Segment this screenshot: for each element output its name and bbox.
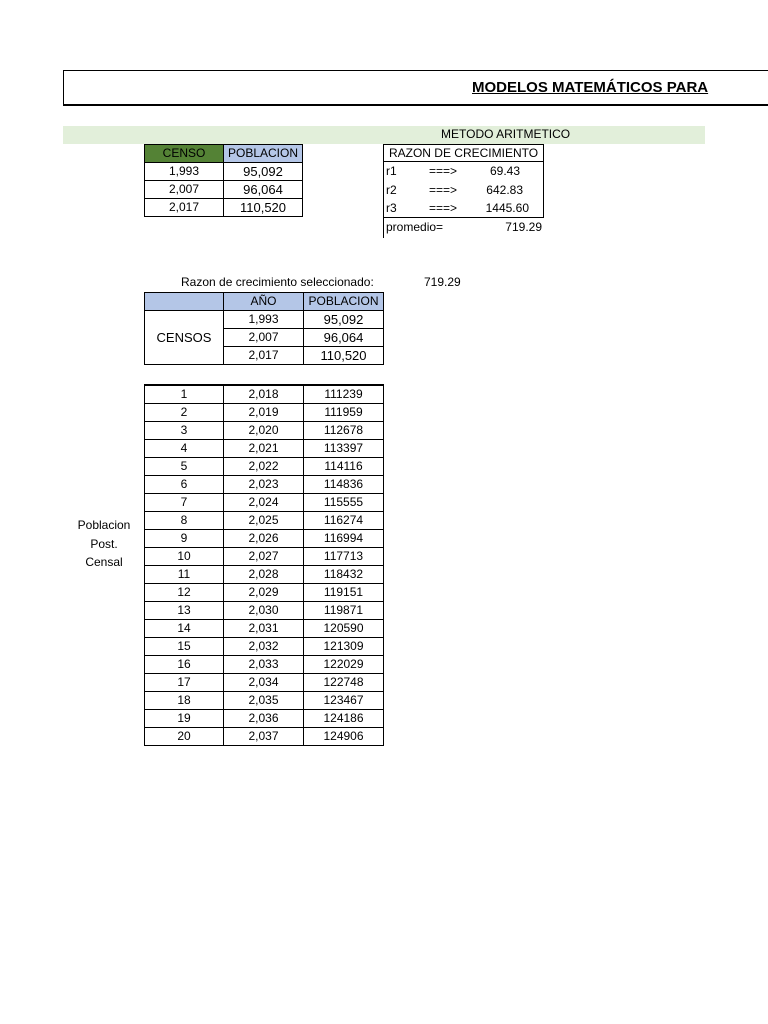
title-box <box>63 70 768 106</box>
post-censal-line: Post. <box>90 536 118 551</box>
rate-arrow: ===> <box>429 183 458 197</box>
projection-year: 2,022 <box>224 458 304 476</box>
censos-year: 2,017 <box>224 347 304 365</box>
table-row <box>145 385 384 404</box>
projection-index: 7 <box>145 494 224 512</box>
table-row <box>145 530 384 548</box>
projection-index: 16 <box>145 656 224 674</box>
projection-pop: 121309 <box>304 638 384 656</box>
post-censal-line: Poblacion <box>77 518 131 532</box>
projection-pop: 111239 <box>304 385 384 404</box>
projection-index: 8 <box>145 512 224 530</box>
projection-index: 3 <box>145 422 224 440</box>
census-header-pop: POBLACION <box>224 145 303 163</box>
selected-rate-value: 719.29 <box>424 275 461 289</box>
table-row <box>145 404 384 422</box>
table-row <box>145 181 303 199</box>
projection-pop: 123467 <box>304 692 384 710</box>
censos-pop: 96,064 <box>304 329 384 347</box>
projection-year: 2,023 <box>224 476 304 494</box>
table-row <box>145 163 303 181</box>
table-row <box>145 548 384 566</box>
projection-pop: 113397 <box>304 440 384 458</box>
census-pop: 95,092 <box>224 163 303 181</box>
page-title: MODELOS MATEMÁTICOS PARA <box>472 79 709 96</box>
censos-pop: 110,520 <box>304 347 384 365</box>
table-row <box>145 476 384 494</box>
census-header-year: CENSO <box>145 145 224 163</box>
avg-divider <box>383 218 384 238</box>
projection-year: 2,028 <box>224 566 304 584</box>
table-row <box>145 311 384 329</box>
projection-year: 2,019 <box>224 404 304 422</box>
projection-year: 2,027 <box>224 548 304 566</box>
table-row <box>145 656 384 674</box>
table-row <box>145 494 384 512</box>
census-year: 2,017 <box>145 199 224 217</box>
table-row <box>145 710 384 728</box>
projection-index: 20 <box>145 728 224 746</box>
censos-year: 2,007 <box>224 329 304 347</box>
projection-index: 12 <box>145 584 224 602</box>
average-value: 719.29 <box>505 220 542 234</box>
projection-year: 2,030 <box>224 602 304 620</box>
projection-pop: 122029 <box>304 656 384 674</box>
census-year: 1,993 <box>145 163 224 181</box>
census-pop: 96,064 <box>224 181 303 199</box>
rate-value: 642.83 <box>486 183 523 197</box>
rate-value: 69.43 <box>489 164 520 178</box>
table-row <box>145 674 384 692</box>
projection-year: 2,024 <box>224 494 304 512</box>
method-band <box>63 126 705 144</box>
projection-year: 2,020 <box>224 422 304 440</box>
census-year: 2,007 <box>145 181 224 199</box>
table-row <box>145 602 384 620</box>
projection-pop: 114116 <box>304 458 384 476</box>
censos-header-blank <box>145 293 224 311</box>
censos-year: 1,993 <box>224 311 304 329</box>
projection-pop: 115555 <box>304 494 384 512</box>
post-censal-label <box>70 516 138 572</box>
census-table <box>144 144 303 217</box>
projection-year: 2,029 <box>224 584 304 602</box>
projection-pop: 112678 <box>304 422 384 440</box>
table-row <box>145 422 384 440</box>
projection-pop: 111959 <box>304 404 384 422</box>
table-row <box>145 458 384 476</box>
rate-value: 1445.60 <box>485 201 529 215</box>
projection-index: 2 <box>145 404 224 422</box>
projection-pop: 122748 <box>304 674 384 692</box>
projection-year: 2,018 <box>224 385 304 404</box>
rate-table-header: RAZON DE CRECIMIENTO <box>383 144 544 162</box>
projection-index: 15 <box>145 638 224 656</box>
table-row <box>145 566 384 584</box>
projection-pop: 114836 <box>304 476 384 494</box>
projection-pop: 116274 <box>304 512 384 530</box>
projection-year: 2,037 <box>224 728 304 746</box>
projection-index: 14 <box>145 620 224 638</box>
table-row <box>145 512 384 530</box>
rate-arrow: ===> <box>429 164 458 178</box>
table-row <box>145 440 384 458</box>
projection-table <box>144 384 384 746</box>
table-row <box>145 584 384 602</box>
projection-pop: 117713 <box>304 548 384 566</box>
projection-index: 19 <box>145 710 224 728</box>
censos-header-pop: POBLACION <box>304 293 384 311</box>
projection-pop: 124186 <box>304 710 384 728</box>
table-row <box>145 728 384 746</box>
projection-pop: 119151 <box>304 584 384 602</box>
projection-year: 2,034 <box>224 674 304 692</box>
post-censal-line: Censal <box>85 555 123 569</box>
projection-index: 11 <box>145 566 224 584</box>
projection-year: 2,031 <box>224 620 304 638</box>
projection-pop: 120590 <box>304 620 384 638</box>
censos-group-label: CENSOS <box>145 311 224 365</box>
projection-year: 2,032 <box>224 638 304 656</box>
projection-index: 10 <box>145 548 224 566</box>
rate-label: r2 <box>386 183 397 197</box>
projection-year: 2,035 <box>224 692 304 710</box>
projection-index: 9 <box>145 530 224 548</box>
rate-arrow: ===> <box>429 201 458 215</box>
selected-rate-label: Razon de crecimiento seleccionado: <box>181 275 374 289</box>
projection-year: 2,026 <box>224 530 304 548</box>
projection-index: 6 <box>145 476 224 494</box>
table-row <box>145 638 384 656</box>
projection-index: 5 <box>145 458 224 476</box>
projection-index: 4 <box>145 440 224 458</box>
projection-index: 1 <box>145 385 224 404</box>
table-row <box>145 199 303 217</box>
projection-index: 13 <box>145 602 224 620</box>
projection-pop: 124906 <box>304 728 384 746</box>
censos-table <box>144 292 384 365</box>
average-label: promedio= <box>386 220 444 234</box>
projection-year: 2,025 <box>224 512 304 530</box>
projection-year: 2,021 <box>224 440 304 458</box>
census-pop: 110,520 <box>224 199 303 217</box>
censos-header-year: AÑO <box>224 293 304 311</box>
projection-pop: 118432 <box>304 566 384 584</box>
rate-label: r3 <box>386 201 397 215</box>
projection-year: 2,033 <box>224 656 304 674</box>
projection-index: 18 <box>145 692 224 710</box>
table-row <box>145 692 384 710</box>
method-label: METODO ARITMETICO <box>441 127 571 141</box>
projection-index: 17 <box>145 674 224 692</box>
projection-pop: 116994 <box>304 530 384 548</box>
projection-pop: 119871 <box>304 602 384 620</box>
projection-year: 2,036 <box>224 710 304 728</box>
rate-label: r1 <box>386 164 397 178</box>
table-row <box>145 620 384 638</box>
censos-pop: 95,092 <box>304 311 384 329</box>
